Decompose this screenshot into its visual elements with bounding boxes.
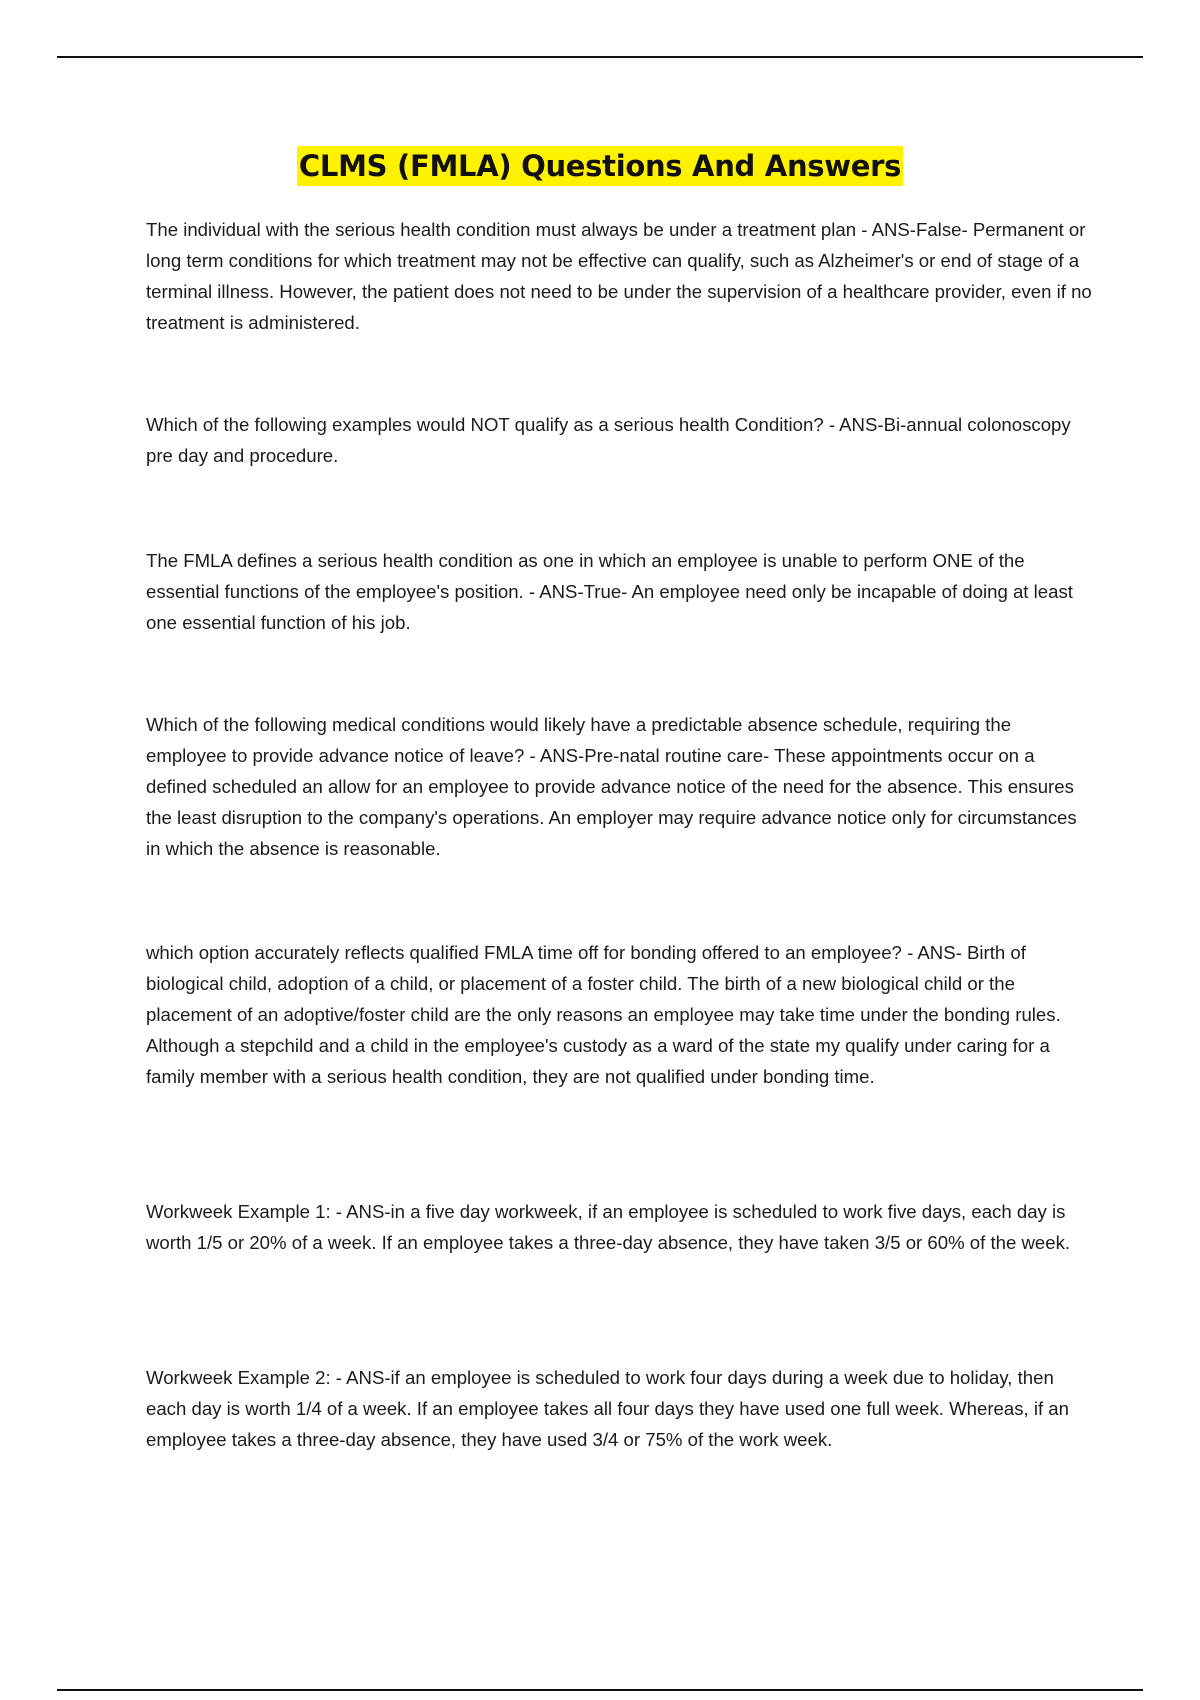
- qa-item: Workweek Example 2: - ANS-if an employee is scheduled to work four days during a week due to holiday, then each day is worth 1/4 of a week. If an employee takes all four days they have used one full week. Whereas, if an employee takes a three-day absence, they have used 3/4 or 75% of the work week.: [146, 1367, 1069, 1450]
- qa-item: which option accurately reflects qualified FMLA time off for bonding offered to an employee? - ANS- Birth of biological child, adoption of a child, or placement of a foster child. The birth of a new biological child or the placement of an adoptive/foster child are the only reasons an employee may take time under the bonding rules. Although a stepchild and a child in the employee's custody as a ward of the state my qualify under caring for a family member with a serious health condition, they are not qualified under bonding time.: [146, 942, 1061, 1087]
- header-rule: [57, 56, 1143, 58]
- qa-item: Which of the following examples would NOT qualify as a serious health Condition? - ANS-Bi-annual colonoscopy pre day and procedure.: [146, 414, 1071, 466]
- qa-item: The FMLA defines a serious health condition as one in which an employee is unable to perform ONE of the essential functions of the employee's position. - ANS-True- An employee need only be incapable of doing at least one essential function of his job.: [146, 550, 1073, 633]
- title-container: [0, 146, 1200, 186]
- document-title: CLMS (FMLA) Questions And Answers: [297, 146, 903, 186]
- qa-item: Which of the following medical conditions would likely have a predictable absence schedule, requiring the employee to provide advance notice of leave? - ANS-Pre-natal routine care- These appointments occur on a defined scheduled an allow for an employee to provide advance notice of the need for the absence. This ensures the least disruption to the company's operations. An employer may require advance notice only for circumstances in which the absence is reasonable.: [146, 714, 1077, 859]
- footer-rule: [57, 1689, 1143, 1691]
- qa-item: Workweek Example 1: - ANS-in a five day workweek, if an employee is scheduled to work five days, each day is worth 1/5 or 20% of a week. If an employee takes a three-day absence, they have taken 3/5 or 60% of the week.: [146, 1201, 1071, 1253]
- qa-item: The individual with the serious health condition must always be under a treatment plan - ANS-False- Permanent or long term conditions for which treatment may not be effective can qualify, such as Alzheimer's or end of stage of a terminal illness. However, the patient does not need to be under the supervision of a healthcare provider, even if no treatment is administered.: [146, 219, 1092, 333]
